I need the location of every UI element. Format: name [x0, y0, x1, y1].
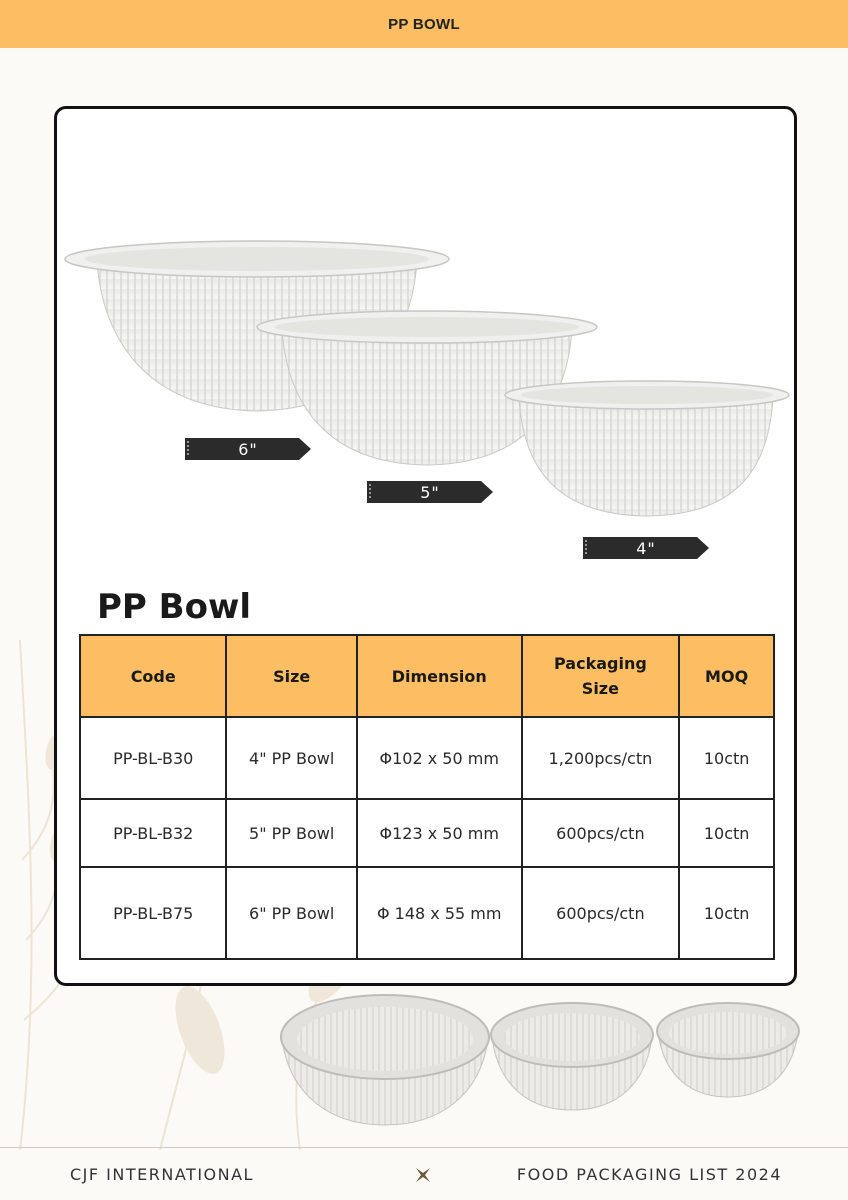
cell-moq: 10ctn: [679, 717, 774, 799]
bowl-photo-sizes: [57, 109, 800, 579]
cell-moq: 10ctn: [679, 799, 774, 867]
header-size: Size: [226, 635, 356, 717]
cell-code: PP-BL-B30: [80, 717, 226, 799]
size-tag-6in-label: 6": [238, 439, 258, 459]
four-point-star-icon: [414, 1166, 432, 1184]
cell-code: PP-BL-B32: [80, 799, 226, 867]
size-tag-4in: [583, 537, 709, 559]
cell-packaging: 1,200pcs/ctn: [522, 717, 680, 799]
cell-packaging: 600pcs/ctn: [522, 799, 680, 867]
cell-dimension: Φ123 x 50 mm: [357, 799, 522, 867]
bowl-angled-large-icon: [281, 995, 489, 1125]
bowl-photo-angled: [270, 985, 810, 1135]
product-title: PP Bowl: [97, 587, 252, 627]
size-tag-6in: [185, 438, 311, 460]
page-header-title: PP BOWL: [388, 15, 460, 33]
cell-size: 6" PP Bowl: [226, 867, 356, 959]
table-row: [80, 867, 774, 959]
spec-table: [79, 634, 775, 960]
header-packaging-line2: Size: [581, 679, 619, 698]
cell-moq: 10ctn: [679, 867, 774, 959]
table-row: [80, 799, 774, 867]
cell-dimension: Φ102 x 50 mm: [357, 717, 522, 799]
header-moq: MOQ: [679, 635, 774, 717]
product-card: [54, 106, 797, 986]
bowl-angled-medium-icon: [491, 1003, 653, 1110]
table-header-row: [80, 635, 774, 717]
header-dimension: Dimension: [357, 635, 522, 717]
header-packaging-line1: Packaging: [553, 654, 647, 673]
top-banner: [0, 0, 848, 48]
cell-size: 5" PP Bowl: [226, 799, 356, 867]
size-tag-5in: [367, 481, 493, 503]
size-tag-4in-label: 4": [636, 538, 656, 558]
cell-code: PP-BL-B75: [80, 867, 226, 959]
header-packaging-size: [522, 635, 680, 717]
cell-size: 4" PP Bowl: [226, 717, 356, 799]
bowl-small-icon: [505, 381, 789, 516]
table-row: [80, 717, 774, 799]
cell-packaging: 600pcs/ctn: [522, 867, 680, 959]
footer-divider: [0, 1147, 848, 1148]
size-tag-5in-label: 5": [420, 482, 440, 502]
header-code: Code: [80, 635, 226, 717]
cell-dimension: Φ 148 x 55 mm: [357, 867, 522, 959]
footer-catalog-title: FOOD PACKAGING LIST 2024: [516, 1165, 782, 1184]
footer-company: CJF INTERNATIONAL: [70, 1165, 254, 1184]
bowl-angled-small-icon: [657, 1003, 799, 1097]
